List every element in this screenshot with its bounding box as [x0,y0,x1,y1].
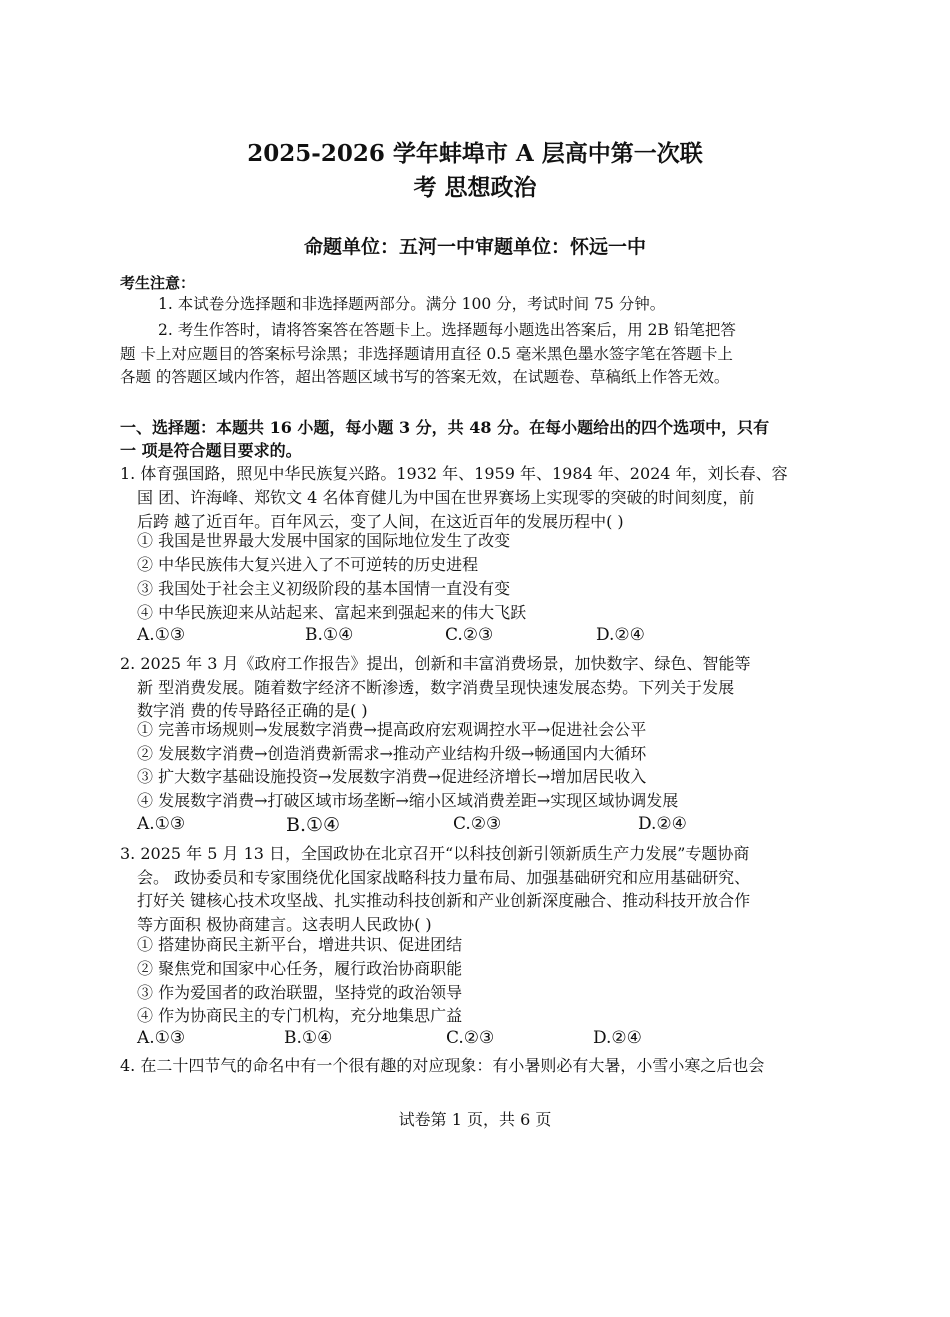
q1-option-4: ④ 中华民族迎来从站起来、富起来到强起来的伟大飞跃 [137,603,527,622]
q2-option-1: ① 完善市场规则→发展数字消费→提高政府宏观调控水平→促进社会公平 [137,720,647,739]
q3-stem-line2: 会。 政协委员和专家围绕优化国家战略科技力量布局、加强基础研究和应用基础研究、 [137,868,751,887]
q1-option-2: ② 中华民族伟大复兴进入了不可逆转的历史进程 [137,555,479,574]
notice-item-1: 1. 本试卷分选择题和非选择题两部分。满分 100 分，考试时间 75 分钟。 [158,295,666,313]
q2-option-3: ③ 扩大数字基础设施投资→发展数字消费→促进经济增长→增加居民收入 [137,767,647,786]
exam-title-line2: 考 思想政治 [413,174,537,201]
q3-stem-line3: 打好关 键核心技术攻坚战、扎实推动科技创新和产业创新深度融合、推动科技开放合作 [137,891,751,910]
q4-stem-line1: 4. 在二十四节气的命名中有一个很有趣的对应现象：有小暑则必有大暑，小雪小寒之后也会 [120,1056,765,1075]
q2-stem-line1: 2. 2025 年 3 月《政府工作报告》提出，创新和丰富消费场景，加快数字、绿色、智能等 [120,654,751,673]
q3-option-2: ② 聚焦党和国家中心任务，履行政治协商职能 [137,959,463,978]
q1-option-1: ① 我国是世界最大发展中国家的国际地位发生了改变 [137,531,511,550]
q2-stem-line3: 数字消 费的传导路径正确的是( ) [137,701,368,720]
section1-heading-line2: 一 项是符合题目要求的。 [120,441,302,460]
exam-units: 命题单位：五河一中审题单位：怀远一中 [303,236,646,258]
q2-choice-c: C.②③ [453,814,502,834]
q3-choice-b: B.①④ [284,1028,333,1048]
q2-option-4: ④ 发展数字消费→打破区域市场垄断→缩小区域消费差距→实现区域协调发展 [137,791,679,810]
q1-stem-line1: 1. 体育强国路，照见中华民族复兴路。1932 年、1959 年、1984 年、2024 年，刘长春、容 [120,464,788,483]
q3-choice-c: C.②③ [446,1028,495,1048]
q3-choice-d: D.②④ [593,1028,642,1048]
q3-option-4: ④ 作为协商民主的专门机构，充分地集思广益 [137,1006,463,1025]
q3-stem-line1: 3. 2025 年 5 月 13 日，全国政协在北京召开“以科技创新引领新质生产力发展”专题协商 [120,844,750,863]
q3-stem-line4: 等方面积 极协商建言。这表明人民政协( ) [137,915,432,934]
q1-option-3: ③ 我国处于社会主义初级阶段的基本国情一直没有变 [137,579,511,598]
q1-stem-line2: 国 团、许海峰、郑钦文 4 名体育健儿为中国在世界赛场上实现零的突破的时间刻度，前 [137,488,755,507]
q1-stem-line3: 后跨 越了近百年。百年风云，变了人间，在这近百年的发展历程中( ) [137,512,624,531]
notice-heading: 考生注意： [120,274,196,292]
q1-choice-b: B.①④ [305,625,354,645]
q1-choice-d: D.②④ [596,625,645,645]
q2-stem-line2: 新 型消费发展。随着数字经济不断渗透，数字消费呈现快速发展态势。下列关于发展 [137,678,735,697]
q2-option-2: ② 发展数字消费→创造消费新需求→推动产业结构升级→畅通国内大循环 [137,744,647,763]
exam-title-line1: 2025-2026 学年蚌埠市 A 层高中第一次联 [247,140,703,167]
q2-choice-a: A.①③ [137,814,186,834]
q3-option-3: ③ 作为爱国者的政治联盟，坚持党的政治领导 [137,983,463,1002]
q3-option-1: ① 搭建协商民主新平台，增进共识、促进团结 [137,935,463,954]
q2-choice-d: D.②④ [638,814,687,834]
q1-choice-c: C.②③ [445,625,494,645]
page-footer: 试卷第 1 页，共 6 页 [398,1110,552,1129]
notice-item-2-line2: 题 卡上对应题目的答案标号涂黑；非选择题请用直径 0.5 毫米黑色墨水签字笔在答题卡上 [120,345,733,363]
notice-item-2-line1: 2. 考生作答时，请将答案答在答题卡上。选择题每小题选出答案后，用 2B 铅笔把答 [158,321,736,339]
section1-heading-line1: 一、选择题：本题共 16 小题，每小题 3 分，共 48 分。在每小题给出的四个选项中，只有 [120,418,770,437]
q3-choice-a: A.①③ [137,1028,186,1048]
notice-item-2-line3: 各题 的答题区域内作答，超出答题区域书写的答案无效，在试题卷、草稿纸上作答无效。 [120,368,730,386]
q2-choice-b: B.①④ [286,814,341,836]
q1-choice-a: A.①③ [137,625,186,645]
